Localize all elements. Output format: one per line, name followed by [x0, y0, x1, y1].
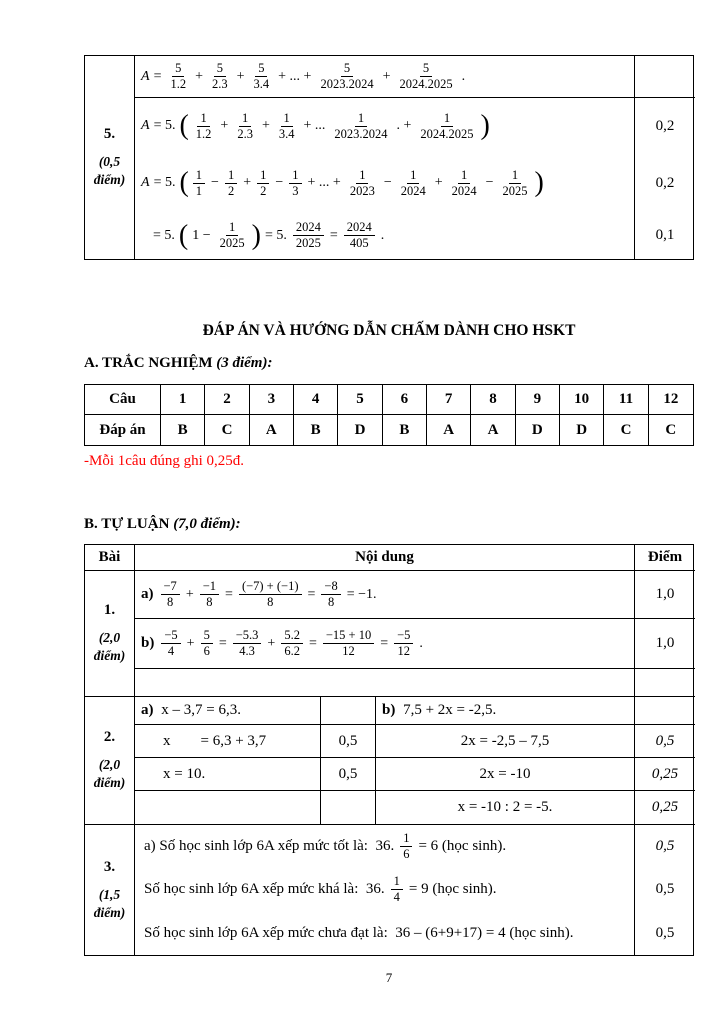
q5-number: 5.	[103, 126, 116, 143]
mc-header-6: 6	[383, 385, 427, 415]
b2-a-points-1: 0,5	[321, 725, 376, 758]
b3-points-label: (1,5 điểm)	[93, 886, 126, 920]
q5-points-label: (0,5 điểm)	[93, 154, 126, 187]
mc-answer-4: B	[294, 415, 338, 445]
b2-b-eq-1	[376, 725, 635, 758]
q5-bai-cell	[85, 56, 135, 259]
mc-answer-7: A	[427, 415, 471, 445]
b2-b-eq-2	[376, 758, 635, 791]
q5-formula-3: A = 5. ( $\frac{1}{1}$ − $\frac{1}{2}$ + $\frac{1}{2}$ − $\frac{1}{3}$ + ... + $\frac{1}{2023}$ − $\frac{1}{2024}$ + $\frac{1}{2024}$ − $\frac{1}{2025}$ )	[141, 167, 544, 199]
mc-header-5: 5	[338, 385, 382, 415]
b1-a-prefix: a)	[141, 586, 154, 602]
b2-b-points-3: 0,25	[651, 799, 679, 815]
mc-answer-label: Đáp án	[85, 415, 161, 445]
b2-b-head	[376, 697, 635, 725]
b2-inner-grid	[135, 697, 695, 824]
mc-header-cau: Câu	[85, 385, 161, 415]
b2-b-head-points	[635, 697, 695, 725]
b2-bai-cell	[85, 697, 135, 825]
section-b-title: B. TỰ LUẬN	[84, 516, 174, 532]
tb-header-diem: Điểm	[635, 545, 695, 571]
mc-header-7: 7	[427, 385, 471, 415]
mc-header-3: 3	[250, 385, 294, 415]
b2-a-head-points	[321, 697, 376, 725]
section-a-points-note: (3 điểm):	[216, 355, 273, 371]
b2-b-eq-3	[376, 791, 635, 824]
b2-a-empty	[135, 791, 321, 824]
mc-header-11: 11	[604, 385, 648, 415]
q5-formula-row-3	[135, 154, 635, 212]
q5-points-3: 0,2	[655, 174, 675, 191]
b3-line-2-text: Số học sinh lớp 6A xếp mức khá là: 36. $\frac{1}{4}$ = 9 (học sinh).	[144, 873, 497, 904]
mc-answer-3: A	[250, 415, 294, 445]
b1-points-label: (2,0 điểm)	[93, 630, 126, 663]
mc-header-9: 9	[516, 385, 560, 415]
b2-a-head	[135, 697, 321, 725]
b2-b-eq-3-text: x = -10 : 2 = -5.	[457, 799, 553, 815]
q5-points-2: 0,2	[655, 117, 675, 134]
b1-empty-points	[635, 669, 695, 697]
b3-line-3-text: Số học sinh lớp 6A xếp mức chưa đạt là: 36 – (6+9+17) = 4 (học sinh).	[144, 924, 574, 941]
q5-formula-row-1	[135, 56, 635, 98]
b2-a-eq-2	[135, 758, 321, 791]
b1-a-formula: $\frac{-7}{8}$ + $\frac{-1}{8}$ = $\frac{(-7) + (-1)}{8}$ = $\frac{-8}{8}$ = −1.	[158, 579, 380, 610]
mc-grading-note: -Mỗi 1câu đúng ghi 0,25đ.	[84, 453, 244, 469]
mc-answer-9: D	[516, 415, 560, 445]
b1-part-b-row	[135, 619, 635, 669]
b2-a-eq-2-text: x = 10.	[163, 765, 206, 782]
b3-points-1: 0,5	[655, 837, 675, 854]
q5-formula-1: A = $\frac{5}{1.2}$ + $\frac{5}{2.3}$ + $\frac{5}{3.4}$ + ... + $\frac{5}{2023.2024}$ + $\frac{5}{2024.2025}$ .	[141, 61, 466, 91]
b2-b-head-text: 7,5 + 2x = -2,5.	[399, 702, 497, 718]
b1-b-formula: $\frac{-5}{4}$ + $\frac{5}{6}$ = $\frac{-5.3}{4.3}$ + $\frac{5.2}{6.2}$ = $\frac{-15 + 10}{12}$ = $\frac{-5}{12}$ .	[158, 628, 426, 659]
b2-number: 2.	[103, 729, 116, 746]
section-a-label	[84, 355, 694, 372]
section-b-points-note: (7,0 điểm):	[173, 516, 241, 532]
b1-b-prefix: b)	[141, 635, 155, 651]
b3-line-2	[135, 867, 635, 911]
answer-key-heading: ĐÁP ÁN VÀ HƯỚNG DẪN CHẤM DÀNH CHO HSKT	[202, 322, 576, 339]
mc-header-4: 4	[294, 385, 338, 415]
tb-header-noidung: Nội dung	[135, 545, 635, 571]
b2-b-head-prefix: b)	[382, 702, 396, 718]
page-number: 7	[385, 970, 393, 985]
b3-line-1	[135, 825, 635, 867]
mc-answer-6: B	[383, 415, 427, 445]
mc-answer-10: D	[560, 415, 604, 445]
mc-answer-8: A	[471, 415, 515, 445]
b2-a-head-prefix: a)	[141, 702, 154, 718]
b2-b-eq-1-text: 2x = -2,5 – 7,5	[460, 732, 550, 749]
b1-bai-cell	[85, 571, 135, 697]
b2-a-head-text: x – 3,7 = 6,3.	[157, 702, 241, 718]
mc-header-2: 2	[205, 385, 249, 415]
b1-part-a-row	[135, 571, 635, 619]
b2-b-points-1: 0,5	[635, 725, 695, 758]
b3-points-2: 0,5	[655, 880, 675, 897]
q5-points-4: 0,1	[655, 227, 675, 243]
b2-a-points-2: 0,5	[321, 758, 376, 791]
b2-content	[135, 697, 695, 825]
question-5-table	[84, 55, 694, 260]
b3-line-1-text: a) Số học sinh lớp 6A xếp mức tốt là: 36. $\frac{1}{6}$ = 6 (học sinh).	[144, 830, 507, 861]
essay-table	[84, 544, 694, 956]
q5-points-1	[635, 56, 695, 98]
tb-header-bai: Bài	[85, 545, 135, 571]
b2-a-eq-1-text: x = 6,3 + 3,7	[163, 732, 267, 749]
q5-formula-row-2	[135, 98, 635, 154]
mc-header-8: 8	[471, 385, 515, 415]
b1-number: 1.	[103, 602, 116, 619]
section-a-title: A. TRẮC NGHIỆM	[84, 355, 217, 371]
mc-answer-1: B	[161, 415, 205, 445]
mc-answer-11: C	[604, 415, 648, 445]
multiple-choice-table	[84, 384, 694, 446]
b2-b-eq-2-text: 2x = -10	[479, 765, 531, 782]
section-b-label	[84, 516, 694, 533]
b3-points-3: 0,5	[655, 924, 675, 941]
b3-bai-cell	[85, 825, 135, 955]
mc-answer-5: D	[338, 415, 382, 445]
q5-formula-row-4	[135, 212, 635, 259]
mc-answer-2: C	[205, 415, 249, 445]
b3-line-3	[135, 911, 635, 955]
q5-formula-4: = 5. ( 1 − $\frac{1}{2025}$ ) = 5. $\frac{2024}{2025}$ = $\frac{2024}{405}$ .	[153, 219, 385, 251]
b1-b-points: 1,0	[635, 619, 695, 669]
q5-formula-2: A = 5. ( $\frac{1}{1.2}$ + $\frac{1}{2.3}$ + $\frac{1}{3.4}$ + ... $\frac{1}{2023.2024}$ . + $\frac{1}{2024.2025}$ )	[141, 110, 490, 142]
b2-a-eq-1	[135, 725, 321, 758]
b2-b-points-2: 0,25	[635, 758, 695, 791]
mc-header-10: 10	[560, 385, 604, 415]
mc-header-1: 1	[161, 385, 205, 415]
mc-header-12: 12	[649, 385, 693, 415]
b1-a-points: 1,0	[635, 571, 695, 619]
mc-answer-12: C	[665, 421, 677, 438]
b3-number: 3.	[103, 858, 116, 875]
b1-empty-row	[135, 669, 635, 697]
b2-points-label: (2,0 điểm)	[93, 757, 126, 790]
b2-a-points-empty	[321, 791, 376, 824]
